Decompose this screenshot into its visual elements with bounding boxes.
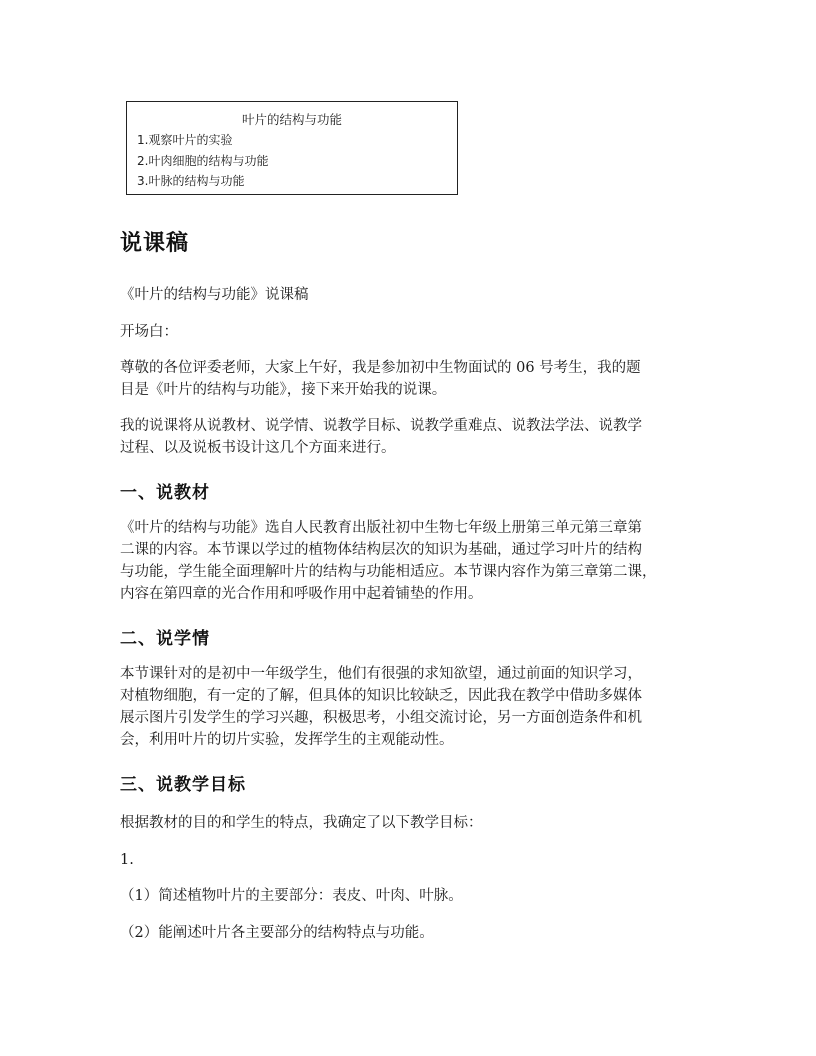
- section-paragraph-line: 本节课针对的是初中一年级学生，他们有很强的求知欲望，通过前面的知识学习，: [120, 666, 642, 682]
- opening-paragraph-line: 目是《叶片的结构与功能》，接下来开始我的说课。: [120, 382, 447, 398]
- document-title: 说课稿: [120, 231, 190, 256]
- opening-paragraph-line: 尊敬的各位评委老师，大家上午好，我是参加初中生物面试的 06 号考生，我的题: [120, 360, 641, 376]
- section-paragraph-line: 与功能，学生能全面理解叶片的结构与功能相适应。本节课内容作为第三章第二课，: [120, 564, 657, 580]
- lesson-title-line: 《叶片的结构与功能》说课稿: [120, 287, 309, 303]
- section-paragraph-line: 根据教材的目的和学生的特点，我确定了以下教学目标：: [120, 815, 483, 831]
- opening-label: 开场白：: [120, 324, 178, 340]
- section-heading-textbook: 一、说教材: [120, 483, 210, 503]
- section-paragraph-line: 内容在第四章的光合作用和呼吸作用中起着铺垫的作用。: [120, 586, 483, 602]
- outline-item: 1.观察叶片的实验: [137, 133, 233, 147]
- section-heading-students: 二、说学情: [120, 629, 210, 649]
- section-paragraph-line: 展示图片引发学生的学习兴趣，积极思考，小组交流讨论，另一方面创造条件和机: [120, 710, 642, 726]
- goal-item: （1）简述植物叶片的主要部分：表皮、叶肉、叶脉。: [120, 888, 463, 904]
- section-heading-objectives: 三、说教学目标: [120, 775, 246, 795]
- overview-paragraph-line: 过程、以及说板书设计这几个方面来进行。: [120, 440, 396, 456]
- outline-item: 2.叶肉细胞的结构与功能: [137, 154, 269, 168]
- goal-number: 1.: [120, 852, 134, 868]
- section-paragraph-line: 会，利用叶片的切片实验，发挥学生的主观能动性。: [120, 732, 454, 748]
- outline-box: [126, 101, 458, 195]
- overview-paragraph-line: 我的说课将从说教材、说学情、说教学目标、说教学重难点、说教法学法、说教学: [120, 418, 642, 434]
- outline-item: 3.叶脉的结构与功能: [137, 174, 245, 188]
- goal-item: （2）能阐述叶片各主要部分的结构特点与功能。: [120, 925, 434, 941]
- section-paragraph-line: 对植物细胞，有一定的了解，但具体的知识比较缺乏，因此我在教学中借助多媒体: [120, 688, 642, 704]
- section-paragraph-line: 二课的内容。本节课以学过的植物体结构层次的知识为基础，通过学习叶片的结构: [120, 542, 642, 558]
- section-paragraph-line: 《叶片的结构与功能》选自人民教育出版社初中生物七年级上册第三单元第三章第: [120, 520, 642, 536]
- outline-title: 叶片的结构与功能: [241, 112, 342, 127]
